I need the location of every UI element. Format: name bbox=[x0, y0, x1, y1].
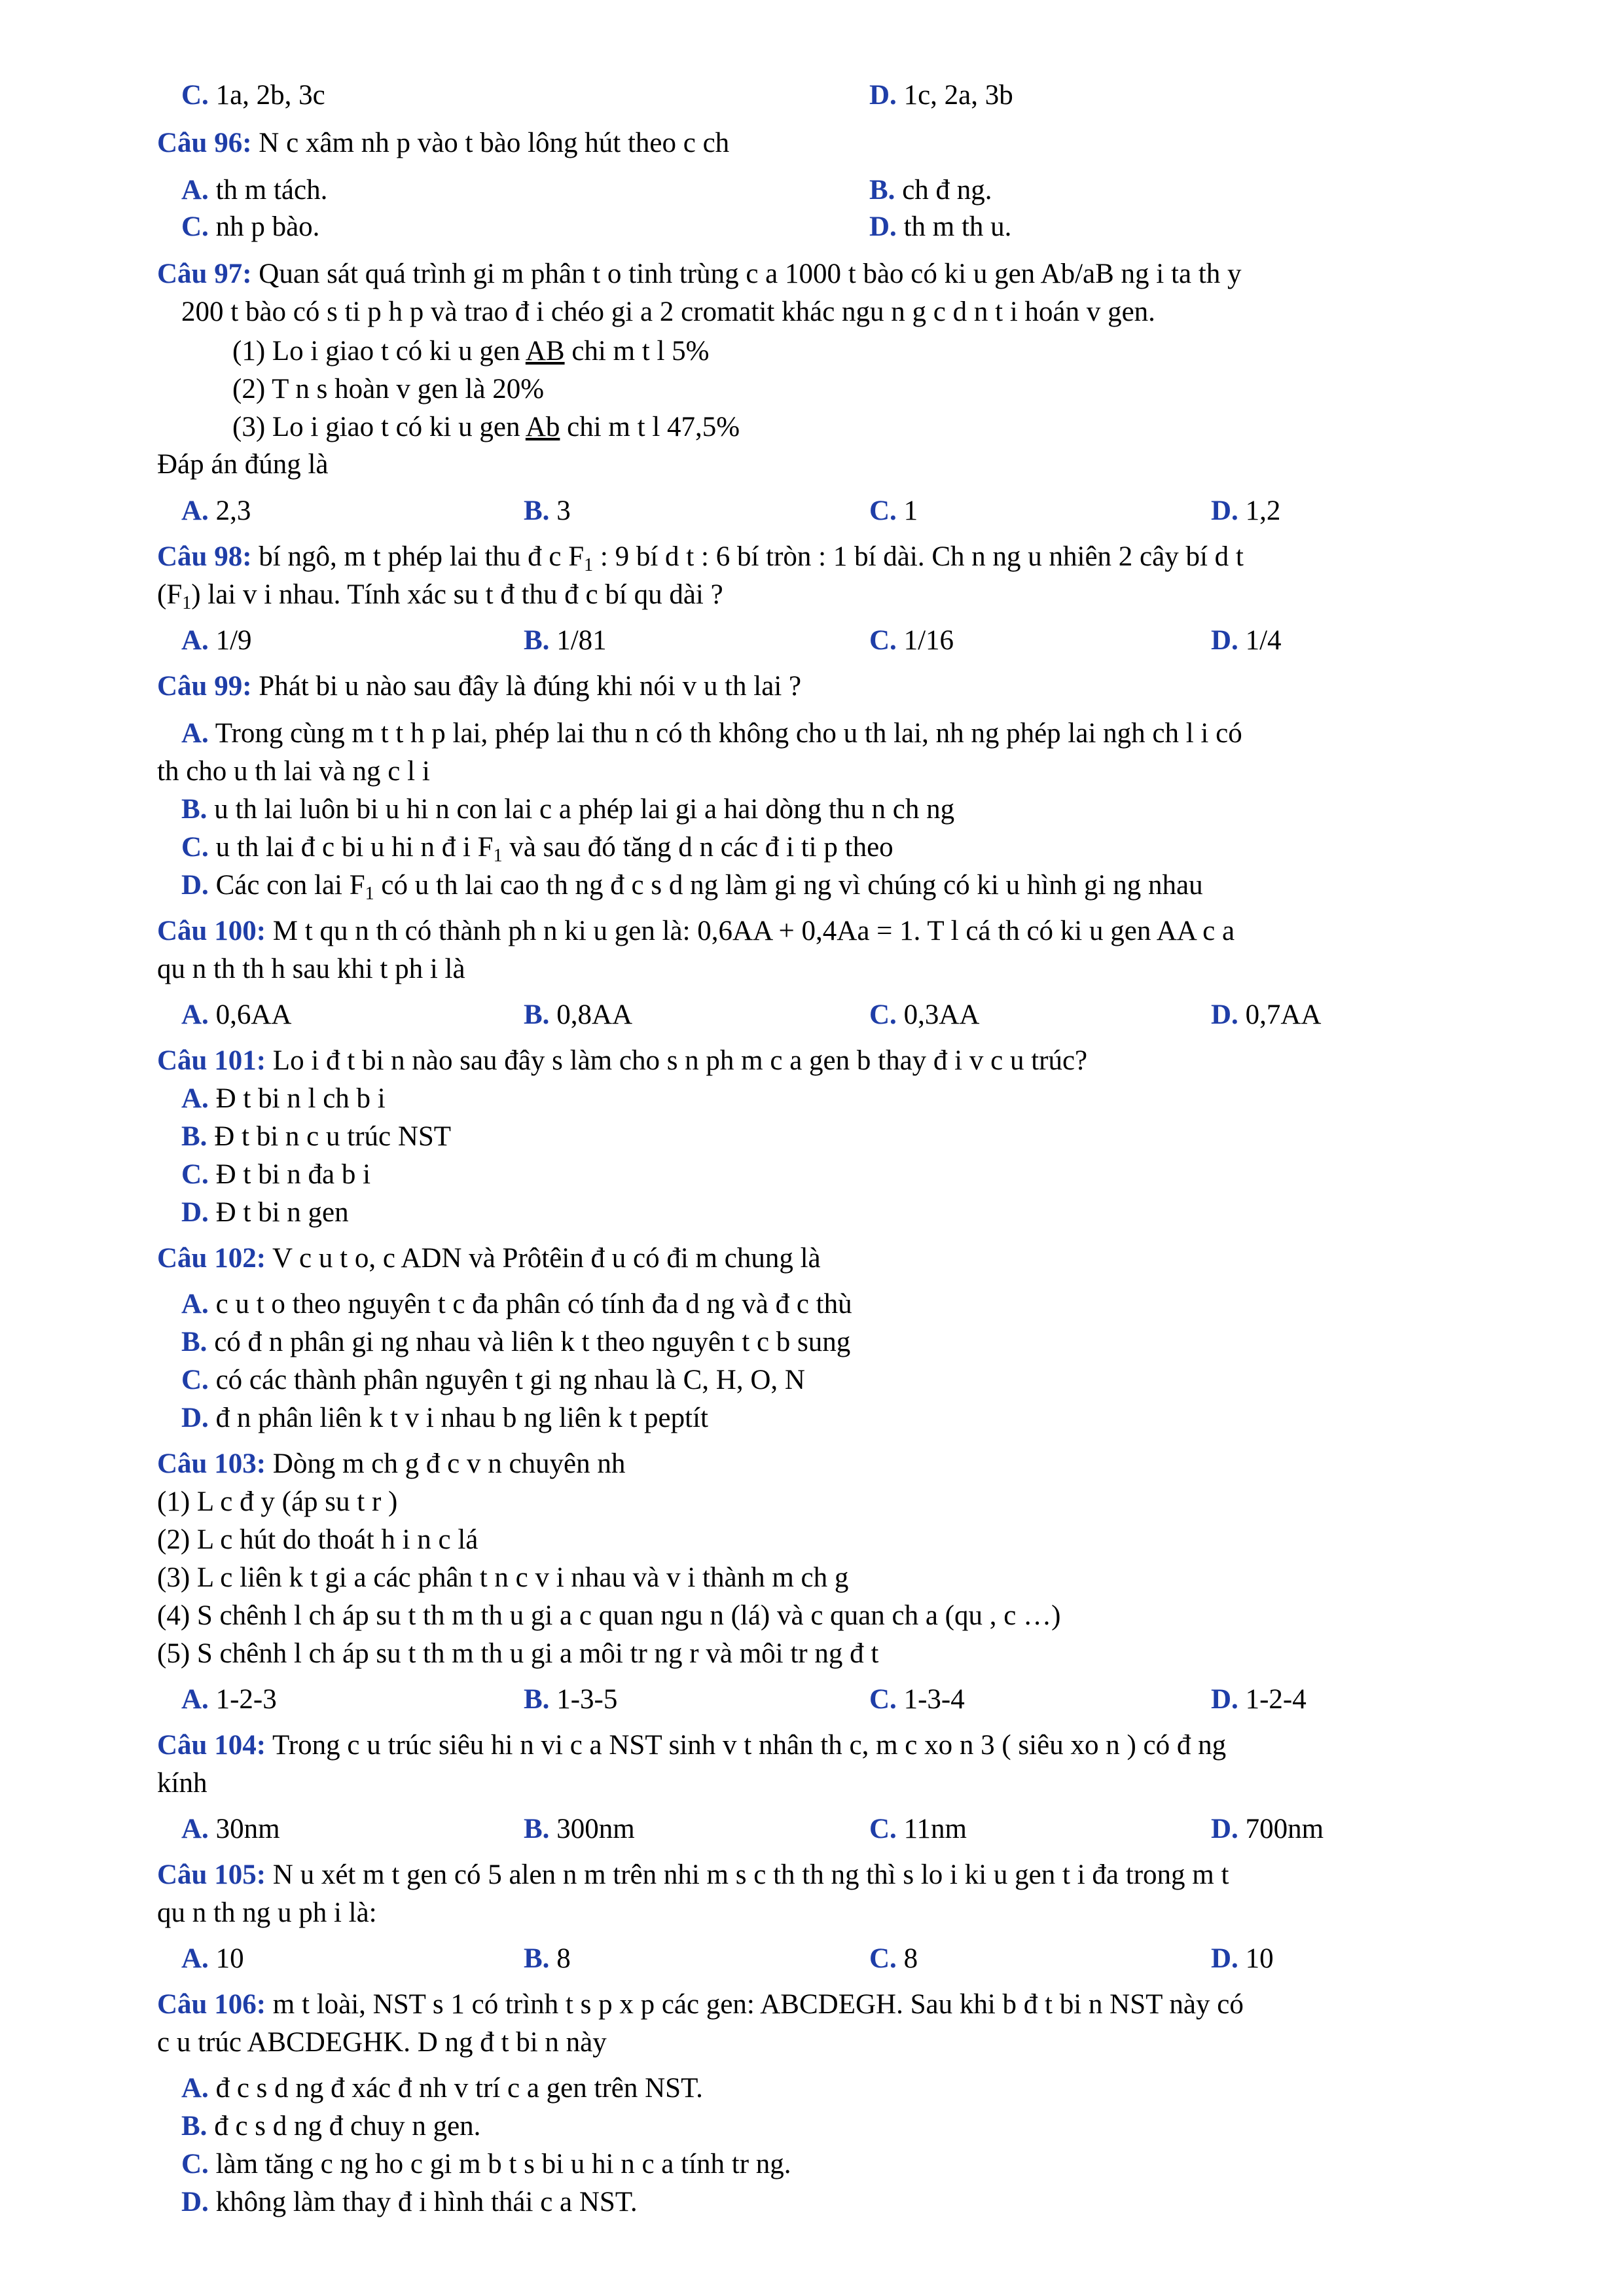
option-text: 300nm bbox=[556, 1814, 635, 1844]
option-label: D. bbox=[181, 1403, 209, 1433]
option-text: làm tăng c ng ho c gi m b t s bi u hi n c a tính tr ng. bbox=[215, 2149, 791, 2179]
option-label: C. bbox=[181, 211, 209, 242]
q103-stem bbox=[157, 1445, 625, 1482]
option-label: C. bbox=[869, 999, 897, 1030]
q106-option-d bbox=[181, 2183, 638, 2221]
option-text: Các con lai F bbox=[215, 870, 365, 901]
option-text: 3 bbox=[556, 495, 571, 526]
option-label: D. bbox=[1211, 1684, 1238, 1715]
question-text: Phát bi u nào sau đây là đúng khi nói v u th lai ? bbox=[259, 671, 802, 702]
q96-option-d bbox=[869, 208, 1011, 245]
q106-option-b bbox=[181, 2108, 480, 2145]
option-text: 11nm bbox=[903, 1814, 967, 1844]
q99-option-d bbox=[181, 867, 1203, 904]
q97-statement-2: (2) T n s hoàn v gen là 20% bbox=[232, 374, 545, 404]
q95-option-c bbox=[181, 77, 325, 114]
q96-stem bbox=[157, 124, 729, 162]
option-text: 0,8AA bbox=[556, 999, 633, 1030]
q100-option-d bbox=[1211, 996, 1321, 1033]
question-text: (F bbox=[157, 579, 183, 610]
q98-stem-line2 bbox=[157, 576, 723, 613]
option-text: đ c s d ng đ chuy n gen. bbox=[214, 2111, 481, 2142]
option-text: 0,7AA bbox=[1245, 999, 1322, 1030]
option-label: C. bbox=[181, 2149, 209, 2179]
option-label: D. bbox=[181, 2187, 209, 2217]
option-text: 1 bbox=[903, 495, 918, 526]
option-text: 10 bbox=[215, 1943, 244, 1974]
question-text: ) lai v i nhau. Tính xác su t đ thu đ c bí qu dài ? bbox=[191, 579, 723, 610]
statement-text: (1) Lo i giao t có ki u gen bbox=[232, 336, 526, 367]
statement-text: chi m t l 47,5% bbox=[560, 412, 740, 442]
q102-option-b bbox=[181, 1323, 850, 1361]
option-text: u th lai đ c bi u hi n đ i F bbox=[208, 832, 494, 863]
option-text: 1/4 bbox=[1245, 625, 1282, 656]
q105-option-d bbox=[1211, 1940, 1274, 1977]
option-label: B. bbox=[181, 1121, 208, 1152]
option-text: không làm thay đ i hình thái c a NST. bbox=[215, 2187, 638, 2217]
gene-underlined: AB bbox=[525, 336, 565, 367]
q97-stem bbox=[157, 255, 1241, 293]
option-text: 1-2-3 bbox=[215, 1684, 277, 1715]
q95-option-d bbox=[869, 77, 1013, 114]
question-label: Câu 102: bbox=[157, 1243, 266, 1274]
q100-stem bbox=[157, 912, 1235, 950]
q103-item-3: (3) L c liên k t gi a các phân t n c v i nhau và v i thành m ch g bbox=[157, 1562, 849, 1593]
question-label: Câu 104: bbox=[157, 1730, 266, 1761]
option-label: C. bbox=[181, 1159, 209, 1190]
option-label: B. bbox=[181, 1327, 208, 1357]
option-label: D. bbox=[1211, 625, 1238, 656]
question-label: Câu 96: bbox=[157, 128, 252, 158]
option-text: 0,3AA bbox=[903, 999, 980, 1030]
option-text: 1a, 2b, 3c bbox=[215, 80, 325, 111]
q105-option-c bbox=[869, 1940, 918, 1977]
question-text: N c xâm nh p vào t bào lông hút theo c ch bbox=[259, 128, 730, 158]
option-text: có các thành phân nguyên t gi ng nhau là C, H, O, N bbox=[215, 1365, 805, 1395]
q99-option-c bbox=[181, 829, 893, 866]
q103-option-d bbox=[1211, 1681, 1307, 1718]
q101-option-a bbox=[181, 1080, 386, 1117]
option-label: B. bbox=[181, 2111, 208, 2142]
option-label: A. bbox=[181, 1814, 209, 1844]
q101-option-b bbox=[181, 1118, 451, 1155]
option-text: 1-3-4 bbox=[903, 1684, 965, 1715]
option-text: 8 bbox=[903, 1943, 918, 1974]
q106-option-c bbox=[181, 2145, 791, 2183]
q98-option-a bbox=[181, 622, 252, 659]
question-label: Câu 100: bbox=[157, 916, 266, 946]
option-label: B. bbox=[181, 794, 208, 825]
question-label: Câu 106: bbox=[157, 1989, 266, 2020]
option-text: 1c, 2a, 3b bbox=[903, 80, 1013, 111]
option-text: 1/16 bbox=[903, 625, 954, 656]
q105-stem bbox=[157, 1856, 1229, 1893]
option-label: A. bbox=[181, 625, 209, 656]
option-label: B. bbox=[524, 625, 550, 656]
option-text: Đ t bi n c u trúc NST bbox=[214, 1121, 452, 1152]
option-label: B. bbox=[524, 495, 550, 526]
question-text: M t qu n th có thành ph n ki u gen là: 0,6AA + 0,4Aa = 1. T l cá th có ki u gen AA c a bbox=[272, 916, 1235, 946]
q103-item-5: (5) S chênh l ch áp su t th m th u gi a môi tr ng r và môi tr ng đ t bbox=[157, 1638, 879, 1669]
question-label: Câu 101: bbox=[157, 1045, 266, 1076]
option-label: B. bbox=[524, 1943, 550, 1974]
option-text: có đ n phân gi ng nhau và liên k t theo nguyên t c b sung bbox=[214, 1327, 851, 1357]
q96-option-c bbox=[181, 208, 319, 245]
option-text: u th lai luôn bi u hi n con lai c a phép lai gi a hai dòng thu n ch ng bbox=[207, 794, 955, 825]
q99-stem bbox=[157, 668, 801, 705]
option-label: C. bbox=[869, 495, 897, 526]
q100-option-c bbox=[869, 996, 979, 1033]
q104-stem-line2: kính bbox=[157, 1768, 208, 1799]
q103-option-c bbox=[869, 1681, 965, 1718]
option-label: B. bbox=[524, 999, 550, 1030]
option-text: đ n phân liên k t v i nhau b ng liên k t peptít bbox=[215, 1403, 708, 1433]
option-text: 2,3 bbox=[215, 495, 251, 526]
question-label: Câu 99: bbox=[157, 671, 252, 702]
option-text: c u t o theo nguyên t c đa phân có tính đa d ng và đ c thù bbox=[215, 1289, 852, 1319]
option-label: B. bbox=[524, 1814, 550, 1844]
option-label: C. bbox=[869, 1814, 897, 1844]
statement-text: chi m t l 5% bbox=[564, 336, 710, 367]
option-label: A. bbox=[181, 1684, 209, 1715]
q99-option-a-line2: th cho u th lai và ng c l i bbox=[157, 756, 430, 787]
option-label: C. bbox=[181, 1365, 209, 1395]
question-text: Quan sát quá trình gi m phân t o tinh trùng c a 1000 t bào có ki u gen Ab/aB ng i ta th y bbox=[259, 259, 1242, 289]
q100-option-a bbox=[181, 996, 291, 1033]
option-label: D. bbox=[181, 870, 209, 901]
option-text: 0,6AA bbox=[215, 999, 292, 1030]
question-text: : 9 bí d t : 6 bí tròn : 1 bí dài. Ch n ng u nhiên 2 cây bí d t bbox=[593, 541, 1244, 572]
q97-statement-3 bbox=[232, 408, 740, 446]
q104-option-a bbox=[181, 1810, 280, 1848]
option-text: Đ t bi n gen bbox=[215, 1197, 349, 1228]
q103-option-b bbox=[524, 1681, 617, 1718]
q97-stem-line2: 200 t bào có s ti p h p và trao đ i chéo gi a 2 cromatit khác ngu n g c d n t i hoán v gen. bbox=[181, 296, 1155, 327]
q106-stem-line2: c u trúc ABCDEGHK. D ng đ t bi n này bbox=[157, 2027, 607, 2058]
option-text: th m tách. bbox=[215, 175, 328, 206]
q105-option-b bbox=[524, 1940, 571, 1977]
gene-underlined: Ab bbox=[525, 412, 560, 442]
q98-stem bbox=[157, 538, 1244, 575]
q101-option-c bbox=[181, 1156, 370, 1193]
option-label: C. bbox=[869, 1684, 897, 1715]
option-text: có u th lai cao th ng đ c s d ng làm gi ng vì chúng có ki u hình gi ng nhau bbox=[374, 870, 1203, 901]
option-label: A. bbox=[181, 1083, 209, 1114]
q106-stem bbox=[157, 1986, 1244, 2023]
question-label: Câu 97: bbox=[157, 259, 252, 289]
option-text: Đ t bi n đa b i bbox=[215, 1159, 371, 1190]
q106-option-a bbox=[181, 2070, 703, 2107]
option-text: 1/81 bbox=[556, 625, 607, 656]
question-label: Câu 105: bbox=[157, 1859, 266, 1890]
option-label: B. bbox=[869, 175, 895, 206]
subscript: 1 bbox=[493, 846, 503, 866]
option-text: ch đ ng. bbox=[902, 175, 992, 206]
question-text: Trong c u trúc siêu hi n vi c a NST sinh v t nhân th c, m c xo n 3 ( siêu xo n ) có đ ng bbox=[272, 1730, 1227, 1761]
q97-option-c bbox=[869, 492, 918, 529]
option-label: C. bbox=[181, 832, 209, 863]
q102-option-a bbox=[181, 1285, 852, 1323]
q97-answer-prompt: Đáp án đúng là bbox=[157, 449, 329, 480]
subscript: 1 bbox=[584, 555, 594, 575]
option-text: 8 bbox=[556, 1943, 571, 1974]
subscript: 1 bbox=[182, 593, 192, 613]
q104-option-b bbox=[524, 1810, 635, 1848]
q97-option-d bbox=[1211, 492, 1280, 529]
question-label: Câu 98: bbox=[157, 541, 252, 572]
q97-statement-1 bbox=[232, 332, 710, 370]
option-text: Đ t bi n l ch b i bbox=[215, 1083, 386, 1114]
question-text: Lo i đ t bi n nào sau đây s làm cho s n ph m c a gen b thay đ i v c u trúc? bbox=[272, 1045, 1088, 1076]
option-label: C. bbox=[869, 625, 897, 656]
q105-stem-line2: qu n th ng u ph i là: bbox=[157, 1897, 377, 1928]
q97-option-b bbox=[524, 492, 571, 529]
q99-option-b bbox=[181, 791, 954, 828]
option-label: C. bbox=[869, 1943, 897, 1974]
option-label: A. bbox=[181, 1289, 209, 1319]
q101-stem bbox=[157, 1042, 1087, 1079]
q103-option-a bbox=[181, 1681, 277, 1718]
option-label: A. bbox=[181, 718, 209, 749]
q96-option-b bbox=[869, 171, 992, 209]
option-text: đ c s d ng đ xác đ nh v trí c a gen trên NST. bbox=[215, 2073, 703, 2104]
option-text: 1,2 bbox=[1245, 495, 1281, 526]
option-label: A. bbox=[181, 175, 209, 206]
option-text: 1-2-4 bbox=[1245, 1684, 1307, 1715]
question-text: V c u t o, c ADN và Prôtêin đ u có đi m chung là bbox=[272, 1243, 821, 1274]
q97-option-a bbox=[181, 492, 251, 529]
option-label: A. bbox=[181, 495, 209, 526]
option-text: 700nm bbox=[1245, 1814, 1324, 1844]
option-text: 30nm bbox=[215, 1814, 280, 1844]
option-label: D. bbox=[1211, 1943, 1238, 1974]
option-text: th m th u. bbox=[903, 211, 1012, 242]
question-text: m t loài, NST s 1 có trình t s p x p các gen: ABCDEGH. Sau khi b đ t bi n NST này có bbox=[266, 1989, 1244, 2020]
q101-option-d bbox=[181, 1194, 349, 1231]
q104-option-c bbox=[869, 1810, 967, 1848]
option-label: B. bbox=[524, 1684, 550, 1715]
option-text: nh p bào. bbox=[215, 211, 320, 242]
q100-stem-line2: qu n th th h sau khi t ph i là bbox=[157, 954, 465, 984]
question-label: Câu 103: bbox=[157, 1448, 266, 1479]
option-text: Trong cùng m t t h p lai, phép lai thu n có th không cho u th lai, nh ng phép lai ngh ch l i có bbox=[215, 718, 1242, 749]
option-text: 1/9 bbox=[215, 625, 252, 656]
q103-item-1: (1) L c đ y (áp su t r ) bbox=[157, 1486, 398, 1517]
q104-option-d bbox=[1211, 1810, 1324, 1848]
q102-stem bbox=[157, 1240, 821, 1277]
q96-option-a bbox=[181, 171, 327, 209]
q103-item-2: (2) L c hút do thoát h i n c lá bbox=[157, 1524, 478, 1555]
option-label: C. bbox=[181, 80, 209, 111]
q99-option-a bbox=[181, 715, 1242, 752]
option-label: D. bbox=[1211, 999, 1238, 1030]
q100-option-b bbox=[524, 996, 632, 1033]
option-label: A. bbox=[181, 2073, 209, 2104]
option-text: và sau đó tăng d n các đ i ti p theo bbox=[502, 832, 893, 863]
question-text: N u xét m t gen có 5 alen n m trên nhi m s c th th ng thì s lo i ki u gen t i đa trong m t bbox=[272, 1859, 1229, 1890]
q102-option-c bbox=[181, 1361, 805, 1399]
q105-option-a bbox=[181, 1940, 244, 1977]
option-text: 10 bbox=[1245, 1943, 1274, 1974]
q104-stem bbox=[157, 1727, 1226, 1764]
option-label: A. bbox=[181, 999, 209, 1030]
option-label: D. bbox=[1211, 1814, 1238, 1844]
option-label: D. bbox=[869, 211, 897, 242]
statement-text: (3) Lo i giao t có ki u gen bbox=[232, 412, 526, 442]
question-text: bí ngô, m t phép lai thu đ c F bbox=[251, 541, 585, 572]
q103-item-4: (4) S chênh l ch áp su t th m th u gi a c quan ngu n (lá) và c quan ch a (qu , c …) bbox=[157, 1600, 1061, 1631]
q98-option-d bbox=[1211, 622, 1282, 659]
q98-option-c bbox=[869, 622, 954, 659]
q102-option-d bbox=[181, 1399, 708, 1437]
q98-option-b bbox=[524, 622, 607, 659]
option-label: A. bbox=[181, 1943, 209, 1974]
option-label: D. bbox=[181, 1197, 209, 1228]
question-text: Dòng m ch g đ c v n chuyên nh bbox=[272, 1448, 626, 1479]
option-label: D. bbox=[869, 80, 897, 111]
option-label: D. bbox=[1211, 495, 1238, 526]
option-text: 1-3-5 bbox=[556, 1684, 618, 1715]
subscript: 1 bbox=[365, 884, 374, 904]
